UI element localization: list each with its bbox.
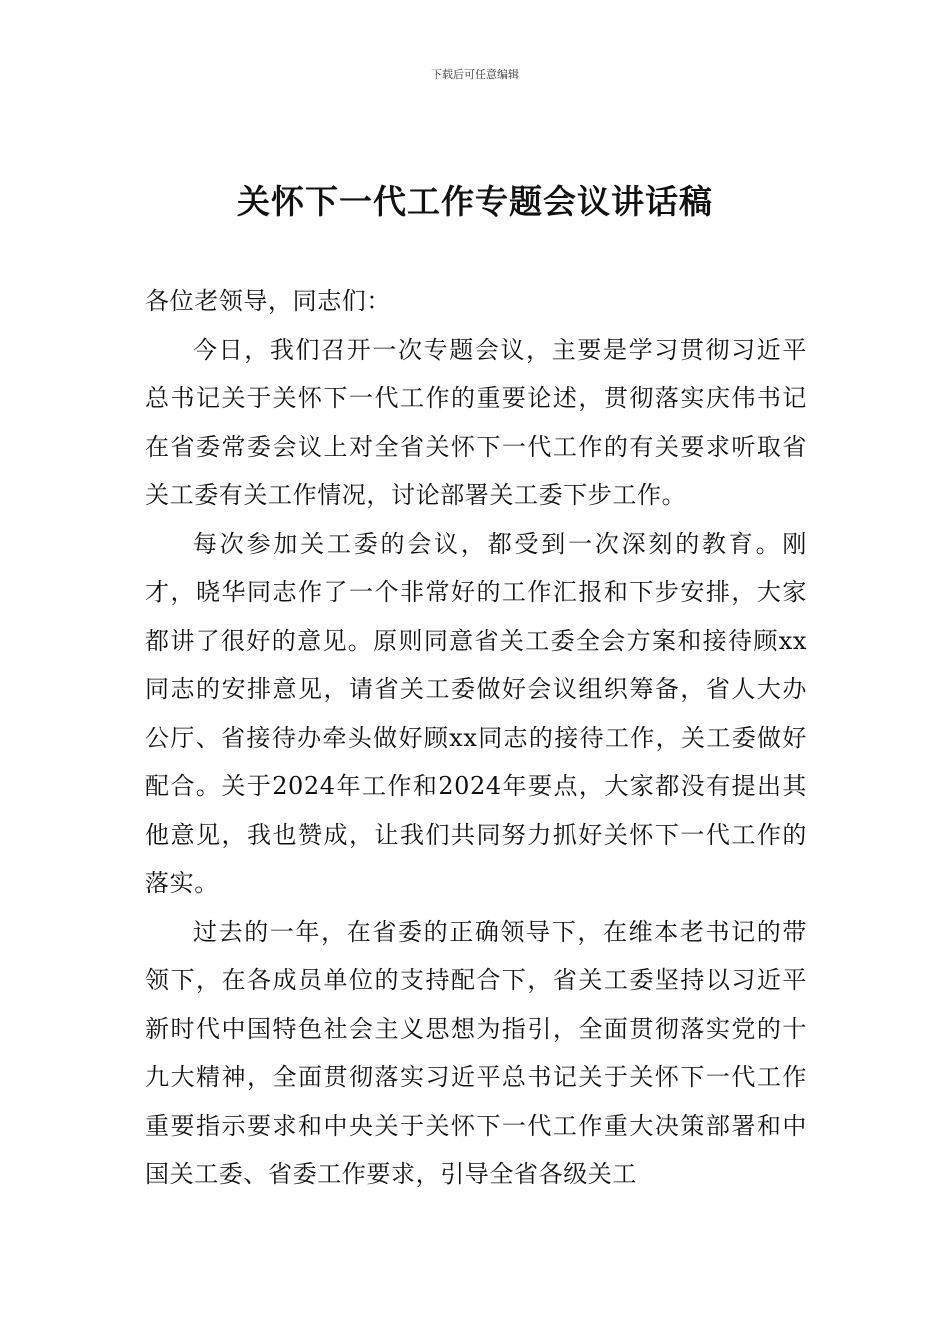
document-body (145, 277, 807, 1199)
salutation: 各位老领导，同志们： (145, 287, 391, 315)
paragraph-3: 过去的一年，在省委的正确领导下，在维本老书记的带领下，在各成员单位的支持配合下，省关工委坚持以习近平新时代中国特色社会主义思想为指引，全面贯彻落实党的十九大精神，全面贯彻落实习近平总书记关于关怀下一代工作重要指示要求和中央关于关怀下一代工作重大决策部署和中国关工委、省委工作要求，引导全省各级关工 (145, 917, 807, 1188)
document-title: 关怀下一代工作专题会议讲话稿 (237, 182, 713, 221)
paragraph-1: 今日，我们召开一次专题会议，主要是学习贯彻习近平总书记关于关怀下一代工作的重要论述，贯彻落实庆伟书记在省委常委会议上对全省关怀下一代工作的有关要求听取省关工委有关工作情况，讨论部署关工委下步工作。 (145, 335, 807, 509)
paragraph-2: 每次参加关工委的会议，都受到一次深刻的教育。刚才，晓华同志作了一个非常好的工作汇报和下步安排，大家都讲了很好的意见。原则同意省关工委全会方案和接待顾xx同志的安排意见，请省关工委做好会议组织筹备，省人大办公厅、省接待办牵头做好顾xx同志的接待工作，关工委做好配合。关于2024年工作和2024年要点，大家都没有提出其他意见，我也赞成，让我们共同努力抓好关怀下一代工作的落实。 (145, 529, 807, 897)
header-note: 下载后可任意编辑 (431, 68, 519, 81)
